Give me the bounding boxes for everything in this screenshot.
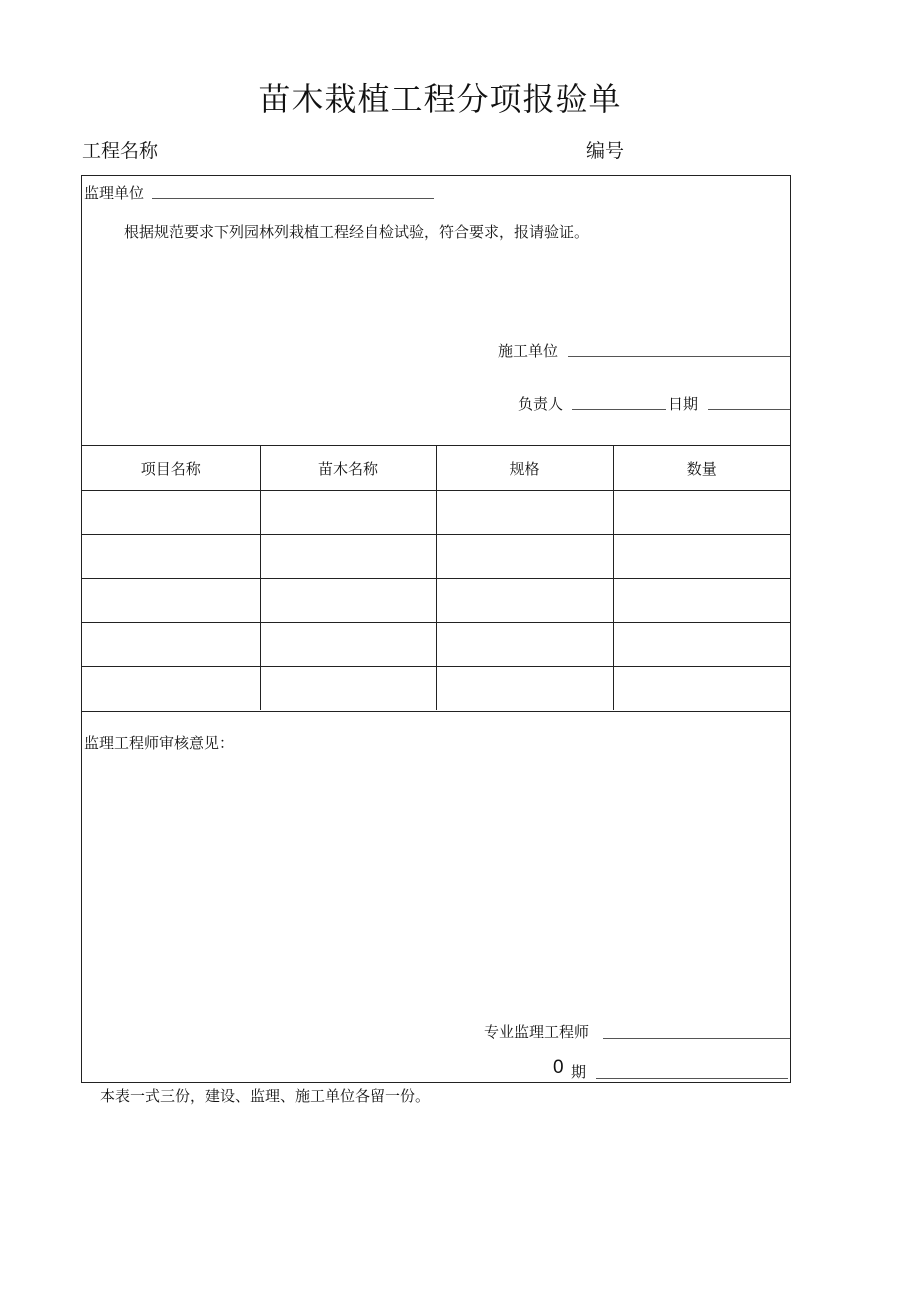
table-cell[interactable] — [260, 579, 436, 623]
table-cell[interactable] — [260, 623, 436, 667]
table-cell[interactable] — [260, 667, 436, 711]
table-cell[interactable] — [613, 623, 790, 667]
responsible-field[interactable] — [572, 409, 666, 410]
table-cell[interactable] — [82, 579, 260, 623]
engineer-signature-field[interactable] — [603, 1038, 790, 1039]
table-cell[interactable] — [436, 579, 613, 623]
seedling-table — [82, 446, 790, 710]
review-section — [82, 711, 790, 1083]
table-row — [82, 579, 790, 623]
column-header-quantity: 数量 — [613, 446, 790, 491]
date-field[interactable] — [708, 409, 790, 410]
review-date-label: 期 — [571, 1063, 587, 1081]
table-row — [82, 491, 790, 535]
project-name-label: 工程名称 — [82, 140, 159, 162]
supervision-unit-field[interactable] — [152, 198, 434, 199]
table-cell[interactable] — [82, 491, 260, 535]
table-header-row — [82, 446, 790, 491]
engineer-label: 专业监理工程师 — [484, 1023, 590, 1041]
supervision-unit-label: 监理单位 — [84, 184, 145, 202]
table-cell[interactable] — [613, 579, 790, 623]
table-row — [82, 535, 790, 579]
table-cell[interactable] — [436, 623, 613, 667]
review-opinion-area[interactable] — [84, 758, 788, 1008]
table-cell[interactable] — [260, 535, 436, 579]
date-label: 日期 — [668, 395, 699, 413]
table-cell[interactable] — [613, 667, 790, 711]
submission-section — [82, 176, 790, 446]
number-label: 编号 — [586, 140, 625, 162]
table-cell[interactable] — [613, 491, 790, 535]
table-cell[interactable] — [82, 623, 260, 667]
table-row — [82, 623, 790, 667]
page-title: 苗木栽植工程分项报验单 — [258, 80, 622, 118]
column-header-project-name: 项目名称 — [82, 446, 260, 491]
construction-unit-label: 施工单位 — [498, 342, 559, 360]
table-cell[interactable] — [436, 667, 613, 711]
table-cell[interactable] — [436, 535, 613, 579]
responsible-label: 负责人 — [518, 395, 564, 413]
column-header-seedling-name: 苗木名称 — [260, 446, 436, 491]
table-cell[interactable] — [82, 667, 260, 711]
table-cell[interactable] — [436, 491, 613, 535]
form-frame — [81, 175, 791, 1083]
footnote: 本表一式三份，建设、监理、施工单位各留一份。 — [100, 1087, 431, 1105]
table-cell[interactable] — [613, 535, 790, 579]
column-header-specification: 规格 — [436, 446, 613, 491]
table-cell[interactable] — [82, 535, 260, 579]
statement-text: 根据规范要求下列园林列栽植工程经自检试验，符合要求，报请验证。 — [124, 223, 590, 241]
table-row — [82, 667, 790, 711]
review-date-field[interactable] — [596, 1078, 788, 1079]
review-opinion-label: 监理工程师审核意见： — [84, 734, 235, 752]
date-prefix-text: 0 — [553, 1057, 564, 1078]
construction-unit-field[interactable] — [568, 356, 790, 357]
table-cell[interactable] — [260, 491, 436, 535]
